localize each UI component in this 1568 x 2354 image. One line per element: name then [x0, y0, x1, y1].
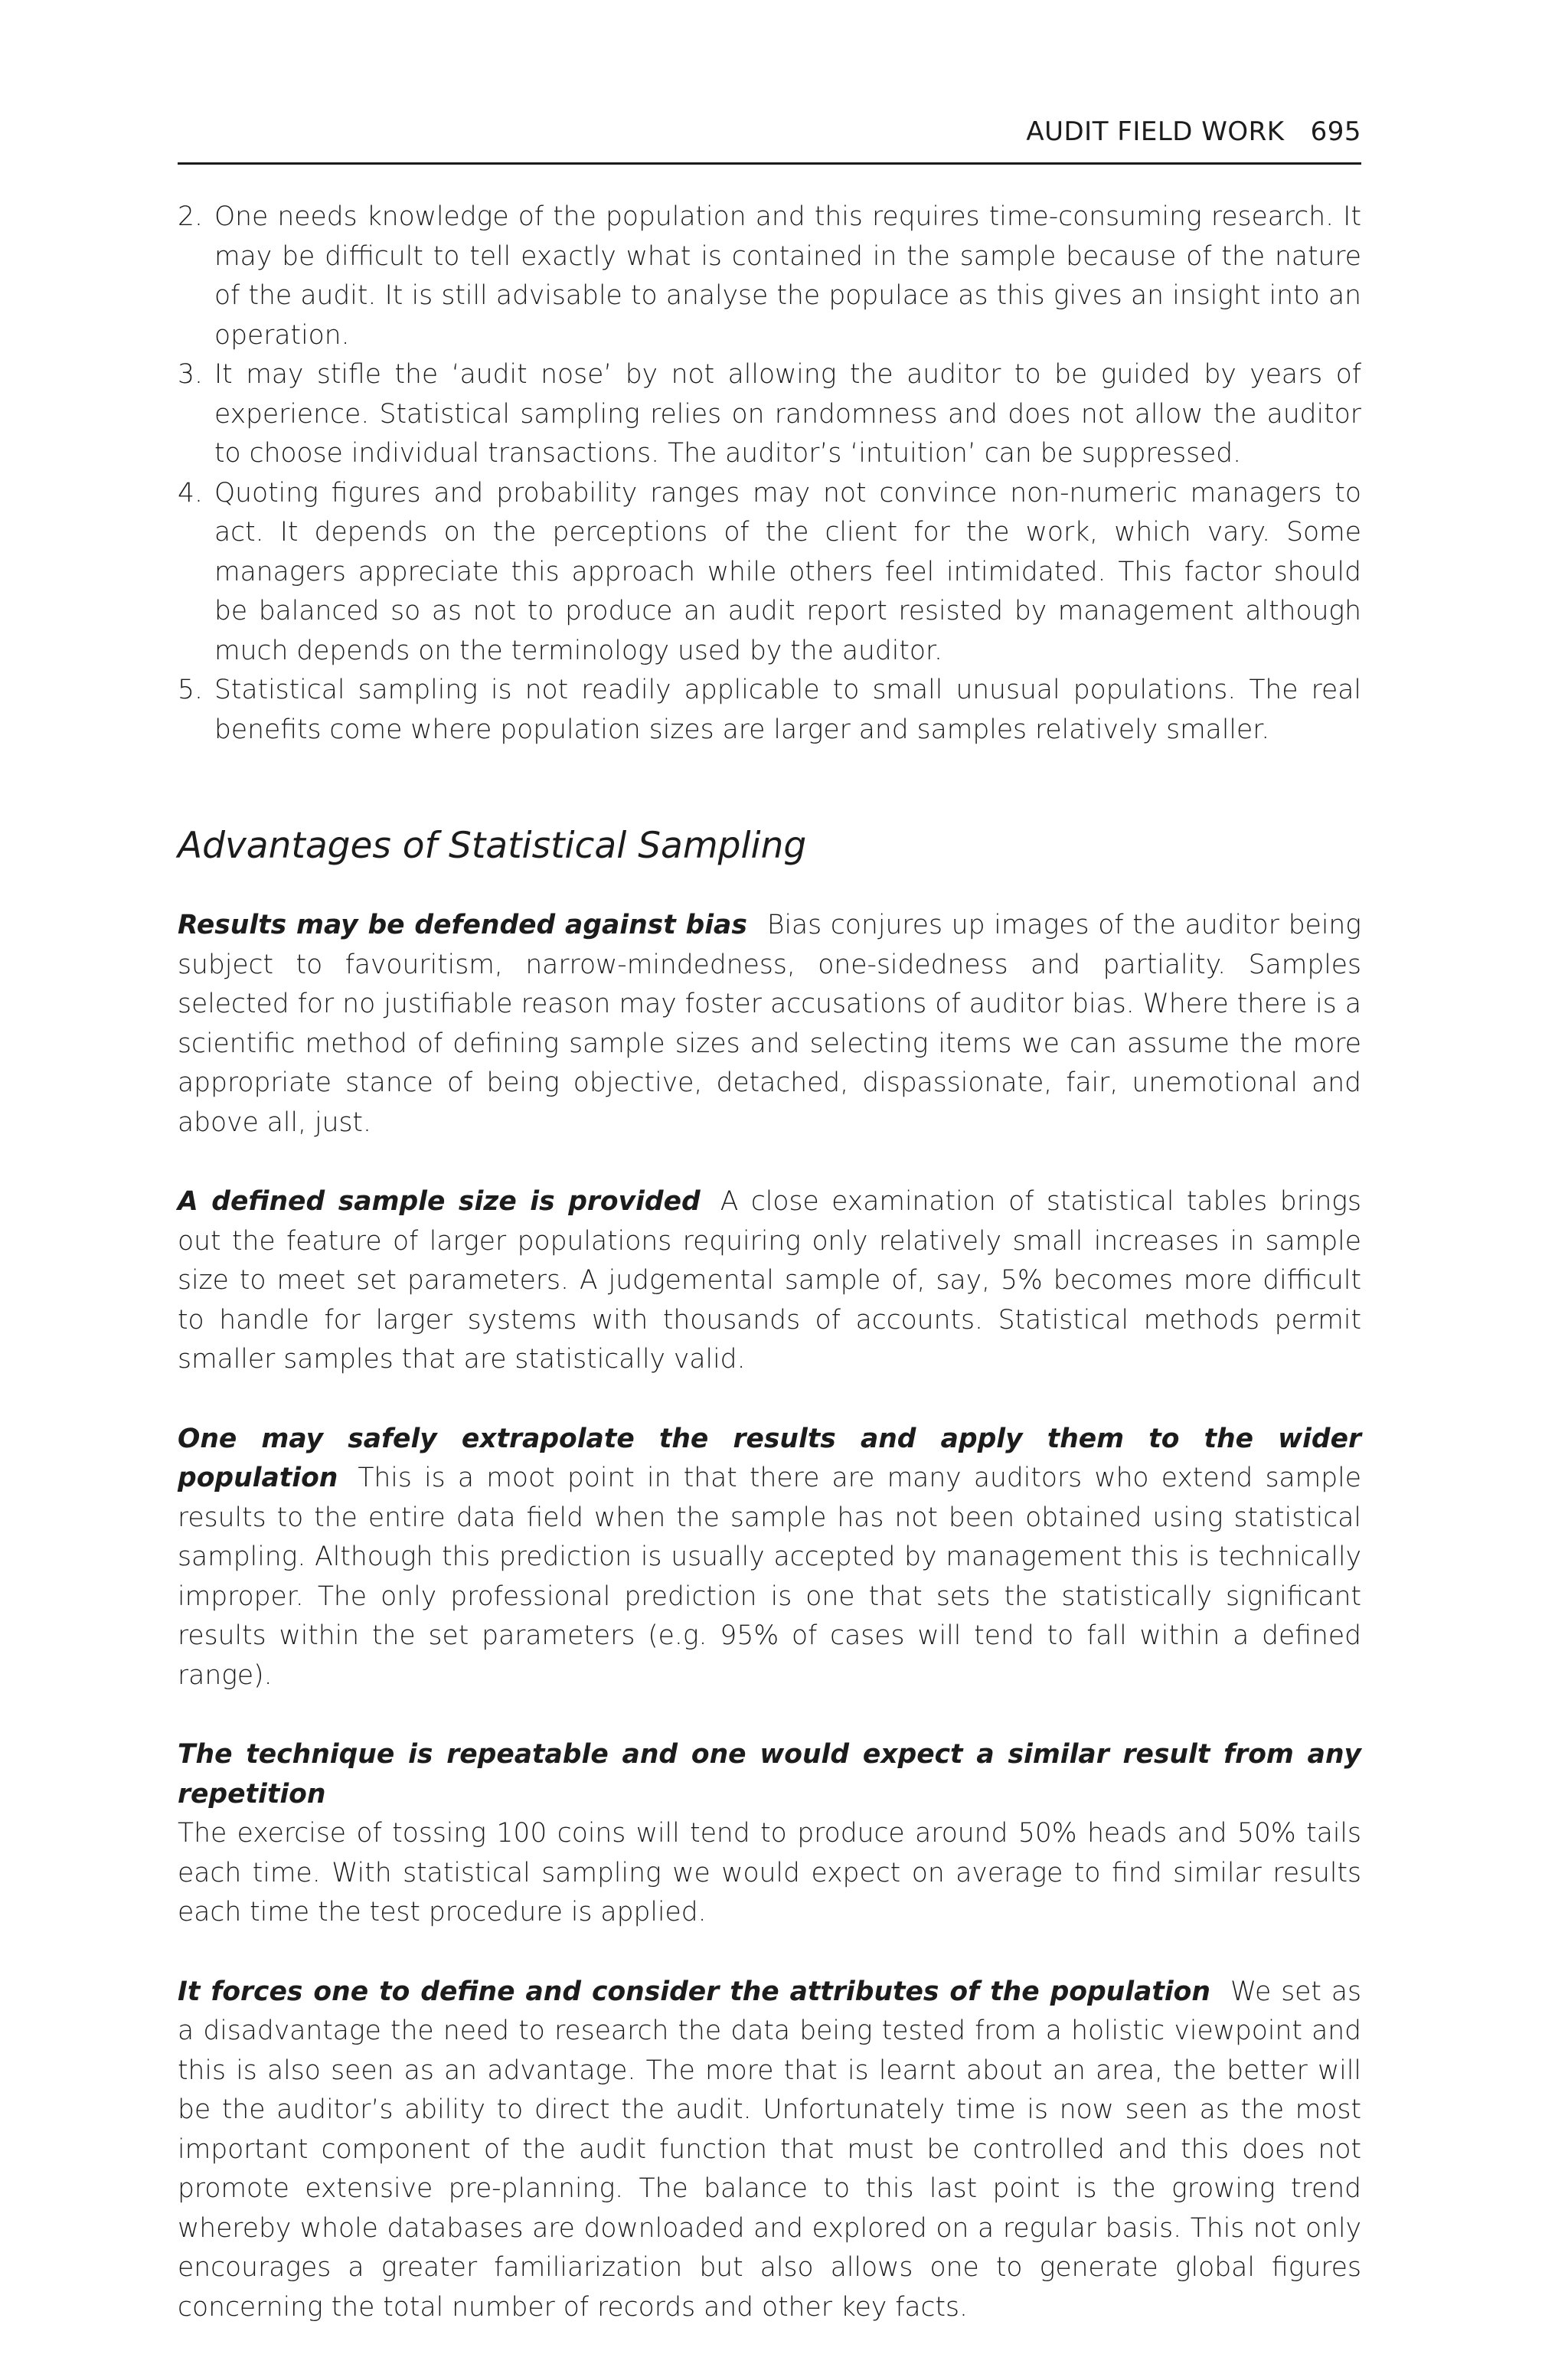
numbered-list: [178, 198, 1361, 750]
paragraph-attributes: [178, 1973, 1361, 2328]
page-body: [178, 198, 1361, 2354]
running-header: [1026, 116, 1361, 147]
paragraph-text: The exercise of tossing 100 coins will tend to produce around 50% heads and 50% tails each time. With statistical sampling we would expect on average to find similar results each time the test procedure is applied.: [178, 1818, 1361, 1927]
list-item-number: 4.: [178, 477, 203, 508]
paragraph-text: A close examination of statistical tables brings out the feature of larger populations requiring only relatively small increases in sample size to meet set parameters. A judgemental sample of, say, 5% becomes more difficult to handle for larger systems with thousands of accounts. Statistical methods permit smaller samples that are statistically valid.: [178, 1186, 1361, 1375]
list-item-text: Quoting figures and probability ranges may not convince non-numeric managers to act. It depends on the perceptions of the client for the work, which vary. Some managers appreciate this approach while others feel intimidated. This factor should be balanced so as not to produce an audit report resisted by management although much depends on the terminology used by the auditor.: [214, 477, 1361, 666]
list-item-number: 5.: [178, 675, 203, 705]
run-in-heading: It forces one to define and consider the attributes of the population: [178, 1976, 1210, 2007]
list-item: [178, 474, 1361, 672]
paragraph-text: Bias conjures up images of the auditor being subject to favouritism, narrow-mindedness, one-sidedness and partiality. Samples selected for no justifiable reason may foster accusations of auditor bias. Where there is a scientific method of defining sample sizes and selecting items we can assume the more appropriate stance of being objective, detached, dispassionate, fair, unemotional and above all, just.: [178, 910, 1361, 1138]
list-item-text: It may stifle the ‘audit nose’ by not allowing the auditor to be guided by years of experience. Statistical sampling relies on randomness and does not allow the auditor to choose individual transactions. The auditor’s ‘intuition’ can be suppressed.: [214, 359, 1361, 469]
paragraph-repeatable: [178, 1735, 1361, 1933]
header-rule: [178, 162, 1361, 165]
list-item: [178, 355, 1361, 474]
run-in-heading: The technique is repeatable and one would expect a similar result from any repetition: [178, 1739, 1361, 1810]
paragraph-text: This is a moot point in that there are many auditors who extend sample results to the entire data field when the sample has not been obtained using statistical sampling. Although this prediction is usually accepted by management this is technically improper. The only professional prediction is one that sets the statistically significant results within the set parameters (e.g. 95% of cases will tend to fall within a defined range).: [178, 1463, 1361, 1691]
page-number: 695: [1310, 116, 1361, 147]
list-item: [178, 671, 1361, 750]
run-in-heading: One may safely extrapolate the results and apply them to the wider population: [178, 1423, 1361, 1493]
list-item-text: Statistical sampling is not readily applicable to small unusual populations. The real benefits come where population sizes are larger and samples relatively smaller.: [214, 675, 1361, 745]
section-heading: Advantages of Statistical Sampling: [178, 825, 807, 867]
paragraph-bias: [178, 906, 1361, 1143]
list-item-number: 3.: [178, 359, 203, 390]
list-item-number: 2.: [178, 201, 203, 232]
list-item: [178, 198, 1361, 355]
paragraph-sample-size: [178, 1182, 1361, 1380]
run-in-heading: A defined sample size is provided: [178, 1186, 701, 1217]
run-in-heading: Results may be defended against bias: [178, 910, 747, 940]
paragraph-extrapolate: [178, 1420, 1361, 1696]
list-item-text: One needs knowledge of the population and this requires time-consuming research. It may be difficult to tell exactly what is contained in the sample because of the nature of the audit. It is still advisable to analyse the populace as this gives an insight into an operation.: [214, 201, 1361, 351]
running-title: AUDIT FIELD WORK: [1026, 116, 1285, 147]
paragraph-text: We set as a disadvantage the need to research the data being tested from a holistic viewpoint and this is also seen as an advantage. The more that is learnt about an area, the better will be the auditor’s ability to direct the audit. Unfortunately time is now seen as the most important component of the audit function that must be controlled and this does not promote extensive pre-planning. The balance to this last point is the growing trend whereby whole databases are downloaded and explored on a regular basis. This not only encourages a greater familiarization but also allows one to generate global figures concerning the total number of records and other key facts.: [178, 1976, 1362, 2323]
